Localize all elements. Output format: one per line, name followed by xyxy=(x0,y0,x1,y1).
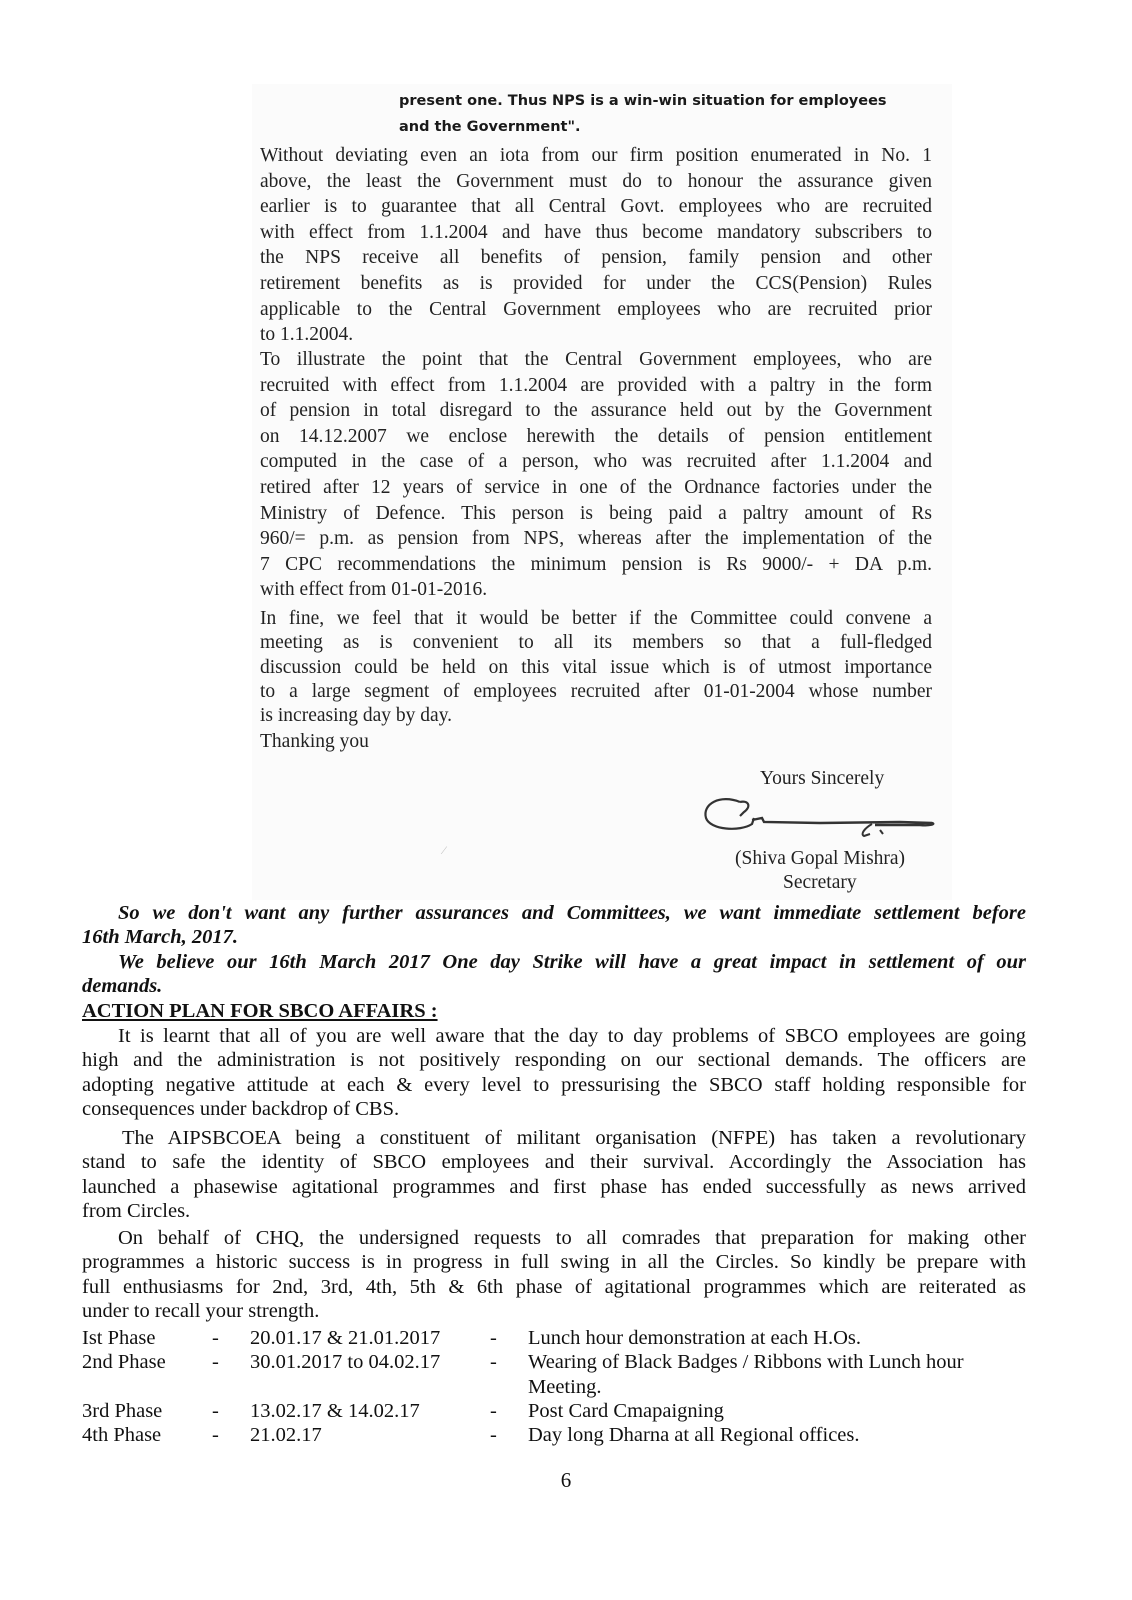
text-line: high and the administration is not positively responding on our sectional demands. The officers are xyxy=(82,1049,1026,1072)
text-line: from Circles. xyxy=(82,1199,191,1222)
page-number: 6 xyxy=(560,1468,572,1492)
text-line: retirement benefits as is provided for under the CCS(Pension) Rules xyxy=(260,272,932,294)
separator: - xyxy=(490,1424,497,1447)
text-line: to a large segment of employees recruited after 01-01-2004 whose number xyxy=(260,680,932,702)
text-line: demands. xyxy=(82,975,163,998)
separator: - xyxy=(490,1399,497,1422)
text-line: In fine, we feel that it would be better if the Committee could convene a xyxy=(260,608,932,629)
separator: - xyxy=(212,1327,219,1349)
text-line: computed in the case of a person, who was recruited after 1.1.2004 and xyxy=(260,451,932,473)
text-line: The AIPSBCOEA being a constituent of militant organisation (NFPE) has taken a revolutionary xyxy=(122,1127,1026,1149)
table-row xyxy=(82,1350,1026,1399)
text-line: On behalf of CHQ, the undersigned requests to all comrades that preparation for making other xyxy=(118,1227,1026,1249)
text-line: is increasing day by day. xyxy=(260,705,453,727)
text-line: earlier is to guarantee that all Central Govt. employees who are recruited xyxy=(260,196,932,218)
signature-icon xyxy=(700,790,940,840)
sbco-paragraph-2 xyxy=(82,1126,1026,1223)
table-row xyxy=(82,1326,1026,1350)
text-line: 7 CPC recommendations the minimum pension is Rs 9000/- + DA p.m. xyxy=(260,553,932,575)
table-row xyxy=(82,1423,1026,1447)
text-line: Without deviating even an iota from our firm position enumerated in No. 1 xyxy=(260,145,932,166)
separator: - xyxy=(490,1327,497,1349)
text-line: It is learnt that all of you are well aware that the day to day problems of SBCO employees are going xyxy=(118,1025,1026,1047)
phase-dates: 13.02.17 & 14.02.17 xyxy=(250,1399,420,1422)
quote-line: and the Government". xyxy=(399,119,581,135)
separator: - xyxy=(490,1351,497,1374)
separator: - xyxy=(212,1399,219,1422)
text-line: retired after 12 years of service in one of the Ordnance factories under the xyxy=(260,476,932,498)
phase-dates: 30.01.2017 to 04.02.17 xyxy=(250,1351,441,1374)
letter-paragraph-3 xyxy=(260,607,932,755)
text-line: consequences under backdrop of CBS. xyxy=(82,1097,400,1120)
text-line: To illustrate the point that the Central Government employees, who are xyxy=(260,349,932,370)
phase-activity: Post Card Cmapaigning xyxy=(528,1399,724,1422)
phase-name: Ist Phase xyxy=(82,1327,156,1349)
text-line: to 1.1.2004. xyxy=(260,324,354,346)
signatory-name: (Shiva Gopal Mishra) xyxy=(735,848,906,869)
section-heading-wrap xyxy=(82,999,1026,1023)
letter-paragraph-2 xyxy=(260,347,932,603)
phase-name: 4th Phase xyxy=(82,1424,162,1447)
quote-line: present one. Thus NPS is a win-win situation for employees xyxy=(399,93,887,109)
phase-dates: 20.01.17 & 21.01.2017 xyxy=(250,1327,441,1349)
phase-dates: 21.02.17 xyxy=(250,1424,322,1447)
phase-name: 2nd Phase xyxy=(82,1351,166,1374)
phase-activity: Wearing of Black Badges / Ribbons with Lunch hour Meeting. xyxy=(528,1351,964,1398)
separator: - xyxy=(212,1424,219,1447)
phase-activity: Lunch hour demonstration at each H.Os. xyxy=(528,1327,862,1349)
text-line: discussion could be held on this vital issue which is of utmost importance xyxy=(260,656,932,678)
letter-paragraph-1 xyxy=(260,143,932,348)
text-line: with effect from 01-01-2016. xyxy=(260,579,488,601)
signatory-title: Secretary xyxy=(783,872,857,893)
text-line: meeting as is convenient to all its members so that a full-fledged xyxy=(260,632,932,654)
phase-activity: Day long Dharna at all Regional offices. xyxy=(528,1424,860,1447)
text-line: recruited with effect from 1.1.2004 are provided with a paltry in the form xyxy=(260,374,932,396)
section-heading: ACTION PLAN FOR SBCO AFFAIRS : xyxy=(82,1000,438,1022)
separator: - xyxy=(212,1351,219,1374)
letter-quote xyxy=(399,88,959,140)
text-line: Ministry of Defence. This person is being paid a paltry amount of Rs xyxy=(260,502,932,524)
closing-salutation: Yours Sincerely xyxy=(760,768,885,789)
text-line: on 14.12.2007 we enclose herewith the details of pension entitlement xyxy=(260,425,932,447)
text-line: So we don't want any further assurances and Committees, we want immediate settlement before xyxy=(118,902,1026,924)
text-line: above, the least the Government must do to honour the assurance given xyxy=(260,170,932,192)
text-line: applicable to the Central Government employees who are recruited prior xyxy=(260,298,932,320)
phase-name: 3rd Phase xyxy=(82,1399,163,1422)
text-line: launched a phasewise agitational programmes and first phase has ended successfully as news arrived xyxy=(82,1175,1026,1198)
text-line: programmes a historic success is in progress in full swing in all the Circles. So kindly be prepare with xyxy=(82,1251,1026,1274)
statement-no-assurances xyxy=(82,901,1026,950)
text-line: under to recall your strength. xyxy=(82,1299,320,1322)
sbco-paragraph-1 xyxy=(82,1024,1026,1121)
text-line: We believe our 16th March 2017 One day Strike will have a great impact in settlement of our xyxy=(118,951,1026,973)
phase-schedule-table xyxy=(82,1326,1026,1447)
sbco-paragraph-3 xyxy=(82,1226,1026,1323)
text-line: stand to safe the identity of SBCO employees and their survival. Accordingly the Association has xyxy=(82,1151,1026,1174)
text-line: with effect from 1.1.2004 and have thus become mandatory subscribers to xyxy=(260,221,932,243)
text-line: 960/= p.m. as pension from NPS, whereas after the implementation of the xyxy=(260,528,932,550)
table-row xyxy=(82,1399,1026,1423)
text-line: full enthusiasms for 2nd, 3rd, 4th, 5th & 6th phase of agitational programmes which are reiterated as xyxy=(82,1275,1026,1298)
thanking-line: Thanking you xyxy=(260,731,369,753)
text-line: 16th March, 2017. xyxy=(82,926,239,949)
text-line: of pension in total disregard to the assurance held out by the Government xyxy=(260,400,932,422)
text-line: the NPS receive all benefits of pension, family pension and other xyxy=(260,247,932,269)
statement-strike-impact xyxy=(82,950,1026,999)
text-line: adopting negative attitude at each & every level to pressurising the SBCO staff holding responsible for xyxy=(82,1073,1026,1096)
scan-mark: ⁄ xyxy=(443,843,446,857)
